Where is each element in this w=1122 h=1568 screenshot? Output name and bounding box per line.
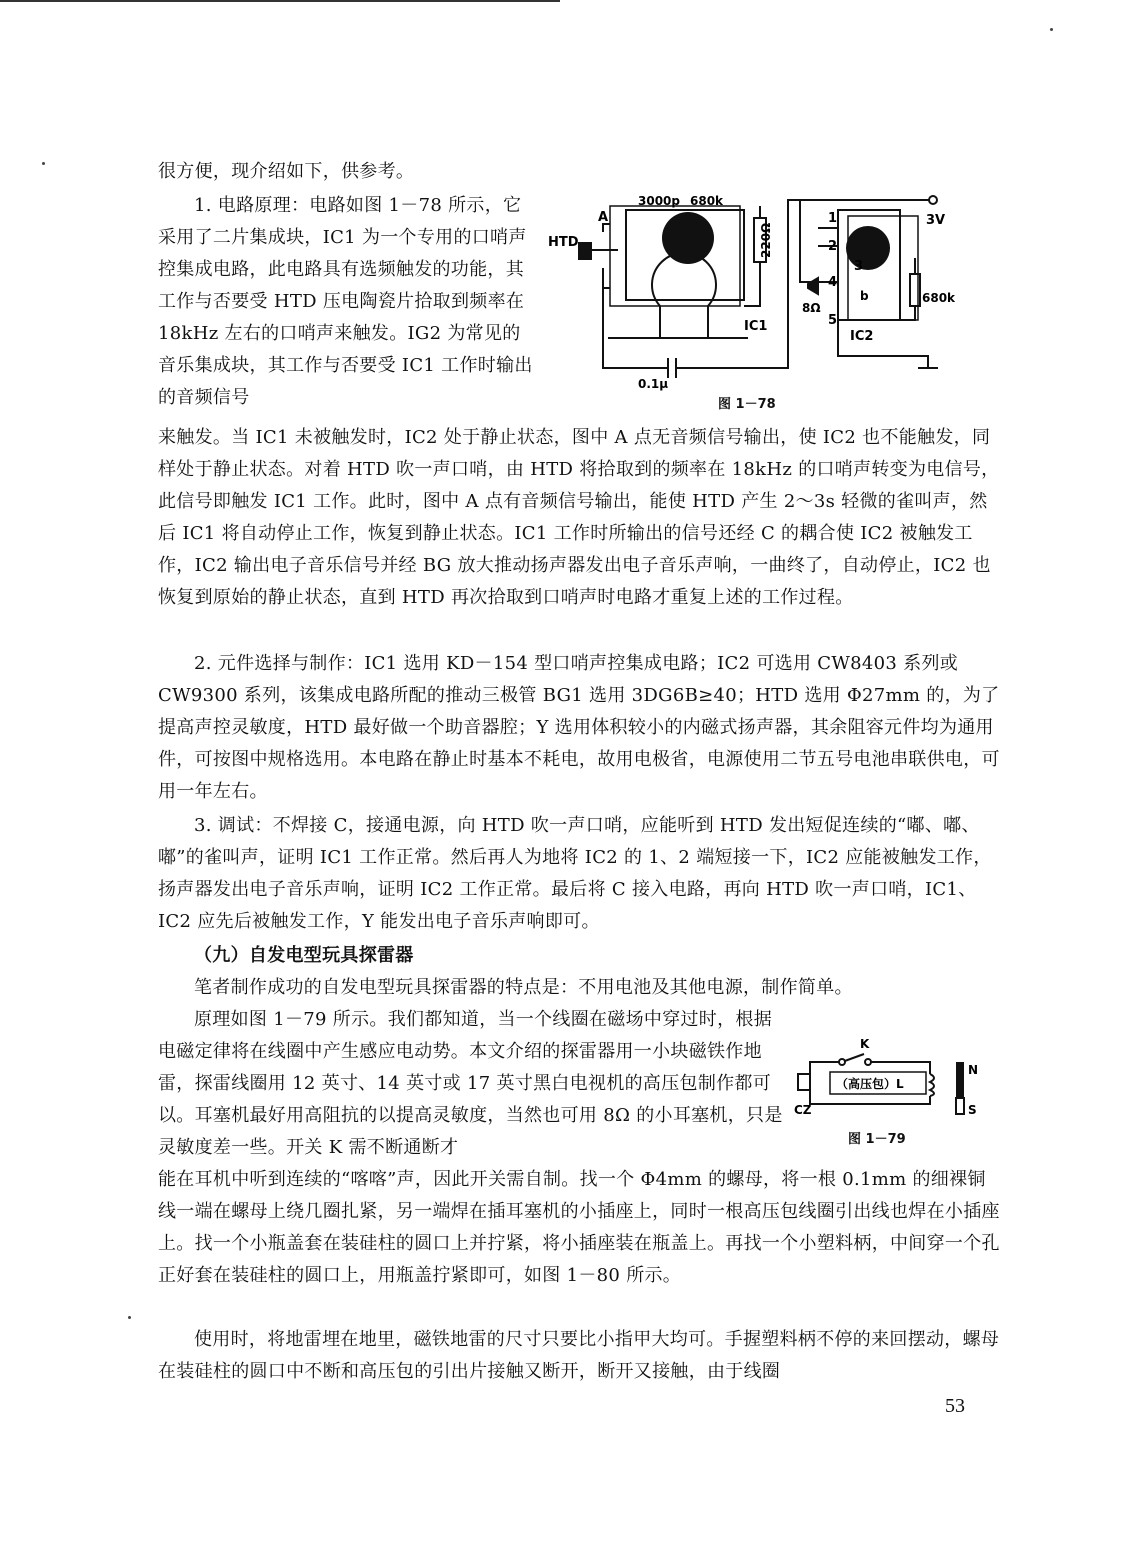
earphone-plug xyxy=(798,1074,810,1090)
pin-3: 3 xyxy=(854,259,864,274)
label-3v: 3V xyxy=(926,213,946,228)
figure-1-78-caption: 图 1－78 xyxy=(718,397,776,412)
ic1-blob xyxy=(662,212,714,264)
label-0-1u: 0.1μ xyxy=(638,377,669,391)
htd-element xyxy=(578,242,592,260)
label-3000p: 3000p xyxy=(638,194,680,208)
figure-1-78-circuit-diagram xyxy=(548,188,968,420)
scan-speck xyxy=(42,162,45,165)
paragraph-detector-principle: 原理如图 1－79 所示。我们都知道，当一个线圈在磁场中穿过时，根据电磁定律将在线圈中产生感应电动势。本文介绍的探雷器用一小块磁铁作地雷，探雷线圈用 12 英寸、14 英寸或 17 英寸黑白电视机的高压包制作都可以。耳塞机最好用高阻抗的以提高灵敏度，当然也可用 8Ω 的小耳塞机，只是灵敏度差一些。开关 K 需不断通断才 xyxy=(158,1009,783,1158)
pin-2: 2 xyxy=(828,239,838,254)
label-cz: CZ xyxy=(794,1103,812,1117)
page-number: 53 xyxy=(945,1395,965,1417)
label-ic1: IC1 xyxy=(744,319,768,334)
label-a: A xyxy=(598,210,609,225)
pin-5: 5 xyxy=(828,313,838,328)
pin-4: 4 xyxy=(828,275,838,290)
label-680k-right: 680k xyxy=(922,291,956,305)
label-htd: HTD xyxy=(548,235,579,250)
top-rule xyxy=(0,0,560,2)
label-8ohm: 8Ω xyxy=(802,301,821,315)
scan-speck xyxy=(128,1316,131,1319)
paragraph-circuit-principle: 1. 电路原理：电路如图 1－78 所示，它采用了二片集成块，IC1 为一个专用的口哨声控集成电路，此电路具有选频触发的功能，其工作与否要受 HTD 压电陶瓷片拾取到频率在 18kHz 左右的口哨声来触发。IG2 为常见的音乐集成块，其工作与否要受 IC1 工作时输出的音频信号 xyxy=(158,195,533,408)
paragraph-components: 2. 元件选择与制作：IC1 选用 KD－154 型口哨声控集成电路；IC2 可选用 CW8403 系列或 CW9300 系列，该集成电路所配的推动三极管 BG1 选用 3DG6B≥40；HTD 选用 Φ27mm 的，为了提高声控灵敏度，HTD 最好做一个助音器腔；Y 选用体积较小的内磁式扬声器，其余阻容元件均为通用件，可按图中规格选用。本电路在静止时基本不耗电，故用电极省，电源使用二节五号电池串联供电，可用一年左右。 xyxy=(158,653,1000,802)
label-ic2: IC2 xyxy=(850,329,874,344)
label-coil: （高压包）L xyxy=(836,1077,904,1091)
label-680k-top: 680k xyxy=(690,194,724,208)
paragraph-intro-tail: 很方便，现介绍如下，供参考。 xyxy=(158,161,415,182)
paragraph-debugging: 3. 调试：不焊接 C，接通电源，向 HTD 吹一声口哨，应能听到 HTD 发出短促连续的“嘟、嘟、嘟”的雀叫声，证明 IC1 工作正常。然后再人为地将 IC2 的 1、2 端短接一下，IC2 应能被触发工作，扬声器发出电子音乐声响，证明 IC2 工作正常。最后将 C 接入电路，再向 HTD 吹一声口哨，IC1、IC2 应先后被触发工作，Y 能发出电子音乐声响即可。 xyxy=(158,815,992,932)
paragraph-detector-intro: 笔者制作成功的自发电型玩具探雷器的特点是：不用电池及其他电源，制作简单。 xyxy=(194,977,853,998)
terminal-3v xyxy=(929,196,937,204)
label-220: 220Ω xyxy=(759,222,773,258)
label-b: b xyxy=(860,289,869,303)
paragraph-detector-principle-cont: 能在耳机中听到连续的“喀喀”声，因此开关需自制。找一个 Φ4mm 的螺母，将一根 0.1mm 的细裸铜线一端在螺母上绕几圈扎紧，另一端焊在插耳塞机的小插座上，同时一根高压包线圈引出线也焊在小插座上。找一个小瓶盖套在装硅柱的圆口上并拧紧，将小插座装在瓶盖上。再找一个小塑料柄，中间穿一个孔正好套在装硅柱的圆口上，用瓶盖拧紧即可，如图 1－80 所示。 xyxy=(158,1169,1000,1286)
paragraph-usage: 使用时，将地雷埋在地里，磁铁地雷的尺寸只要比小指甲大均可。手握塑料柄不停的来回摆动，螺母在装硅柱的圆口中不断和高压包的引出片接触又断开，断开又接触，由于线圈 xyxy=(158,1329,1000,1382)
magnet xyxy=(956,1062,964,1098)
paragraph-circuit-principle-cont: 来触发。当 IC1 未被触发时，IC2 处于静止状态，图中 A 点无音频信号输出，使 IC2 也不能触发，同样处于静止状态。对着 HTD 吹一声口哨，由 HTD 将拾取到的频率在 18kHz 的口哨声转变为电信号，此信号即触发 IC1 工作。此时，图中 A 点有音频信号输出，能使 HTD 产生 2～3s 轻微的雀叫声，然后 IC1 将自动停止工作，恢复到静止状态。IC1 工作时所输出的信号还经 C 的耦合使 IC2 被触发工作，IC2 输出电子音乐信号并经 BG 放大推动扬声器发出电子音乐声响，一曲终了，自动停止，IC2 也恢复到原始的静止状态，直到 HTD 再次拾取到口哨声时电路才重复上述的工作过程。 xyxy=(158,427,1000,608)
ic2-blob xyxy=(846,226,890,270)
section-heading-9: （九）自发电型玩具探雷器 xyxy=(194,945,414,966)
scan-speck xyxy=(1050,28,1053,31)
figure-1-79-circuit-diagram xyxy=(790,1038,990,1130)
label-s: S xyxy=(968,1103,977,1117)
label-k: K xyxy=(860,1038,870,1051)
figure-1-79-caption: 图 1－79 xyxy=(848,1132,906,1147)
label-n: N xyxy=(968,1063,979,1077)
pin-1: 1 xyxy=(828,211,838,226)
